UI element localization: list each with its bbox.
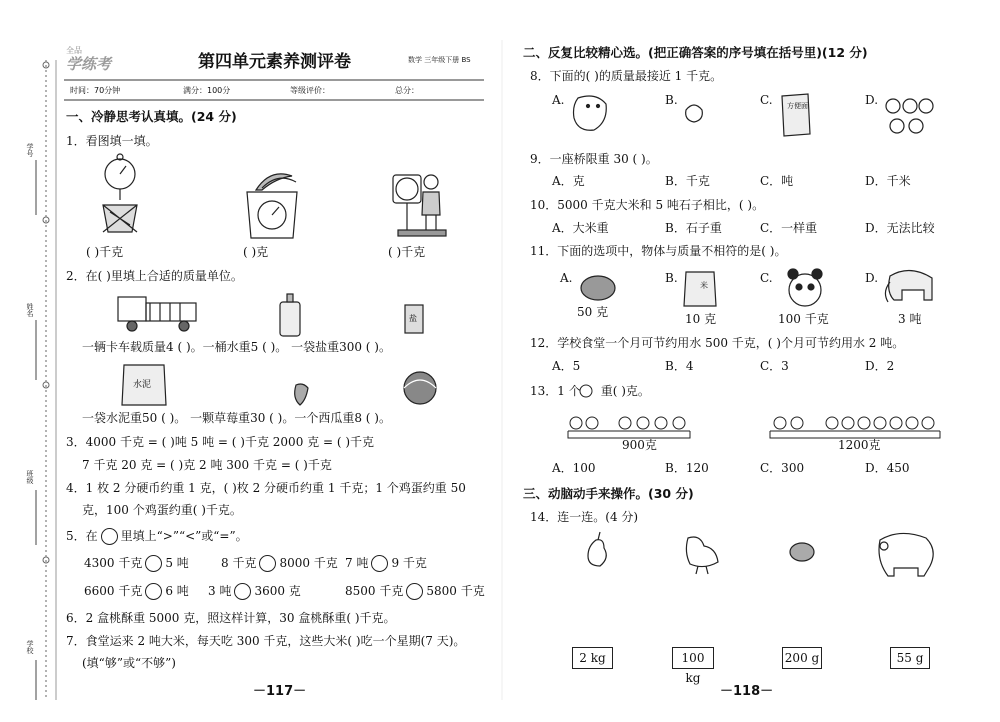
section-1-heading: 一、冷静思考认真填。(24 分): [66, 109, 237, 124]
section-2-heading: 二、反复比较精心选。(把正确答案的序号填在括号里)(12 分): [523, 45, 868, 60]
total-label: 总分：: [395, 86, 419, 95]
q2-row-2: 一袋水泥重50 ( )。 一颗草莓重30 ( )。一个西瓜重8 ( )。: [82, 411, 391, 425]
q1-blank-2[interactable]: ( )克: [243, 245, 269, 259]
q1-blank-1[interactable]: ( )千克: [86, 245, 124, 259]
q8-option-d[interactable]: D.: [865, 93, 879, 107]
page-title: 第四单元素养测评卷: [198, 52, 351, 72]
q5-item-5: 3 吨 3600 克: [208, 584, 301, 598]
q8-option-c[interactable]: C.: [760, 93, 773, 107]
noodle-pack-label: 方便面: [787, 102, 808, 110]
weight-box-100kg[interactable]: 100 kg: [672, 647, 714, 669]
q10-option-d[interactable]: D．无法比较: [865, 221, 935, 235]
salt-bag-label: 盐: [409, 314, 417, 323]
q10-option-a[interactable]: A．大米重: [552, 221, 609, 235]
q13-option-d[interactable]: D．450: [865, 461, 910, 475]
q5-item-1: 4300 千克 5 吨: [84, 556, 189, 570]
q12-option-b[interactable]: B．4: [665, 359, 694, 373]
binding-label-name: 姓名: [26, 303, 34, 317]
q9-option-a[interactable]: A．克: [552, 174, 585, 188]
q1-blank-3[interactable]: ( )千克: [388, 245, 426, 259]
q11-label-b: 10 克: [685, 312, 717, 326]
q14-prompt: 14．连一连。(4 分): [530, 510, 639, 524]
q5-prompt-tail: 里填上“>”“<”或“=”。: [120, 529, 248, 543]
q13-weight-2: 1200克: [838, 438, 881, 452]
q3-row-1: 3．4000 千克 = ( )吨 5 吨 = ( )千克 2000 克 = ( )千克: [66, 435, 375, 449]
rice-bag-label: 米: [700, 281, 708, 290]
q9-option-d[interactable]: D．千米: [865, 174, 911, 188]
q11-option-a[interactable]: A.: [560, 271, 573, 285]
q8-prompt: 8．下面的( )的质量最接近 1 千克。: [530, 69, 723, 83]
binding-label-xuehao: 学号: [26, 143, 34, 157]
q6: 6．2 盒桃酥重 5000 克，照这样计算，30 盒桃酥重( )千克。: [66, 611, 396, 625]
time-label: 时间：70分钟: [70, 86, 121, 95]
score-label: 满分：100分: [183, 86, 231, 95]
q9-option-c[interactable]: C．吨: [760, 174, 794, 188]
q10-option-b[interactable]: B．石子重: [665, 221, 722, 235]
q9-prompt: 9．一座桥限重 30 ( )。: [530, 152, 658, 166]
q13-weight-1: 900克: [622, 438, 657, 452]
q12-option-a[interactable]: A．5: [552, 359, 581, 373]
cement-bag-label: 水泥: [133, 380, 152, 390]
q4-row-2: 克，100 个鸡蛋约重( )千克。: [82, 503, 242, 517]
q12-prompt: 12．学校食堂一个月可节约用水 500 千克，( )个月可节约用水 2 吨。: [530, 336, 905, 350]
q10-option-c[interactable]: C．一样重: [760, 221, 818, 235]
q11-label-d: 3 吨: [898, 312, 922, 326]
q3-row-2: 7 千克 20 克 = ( )克 2 吨 300 千克 = ( )千克: [82, 458, 332, 472]
section-3-heading: 三、动脑动手来操作。(30 分): [523, 486, 694, 501]
q13-option-a[interactable]: A．100: [552, 461, 596, 475]
q12-option-c[interactable]: C．3: [760, 359, 789, 373]
q13-option-b[interactable]: B．120: [665, 461, 709, 475]
weight-box-2kg[interactable]: 2 kg: [572, 647, 613, 669]
q11-prompt: 11．下面的选项中，物体与质量不相符的是( )。: [530, 244, 787, 258]
q4-row-1: 4．1 枚 2 分硬币约重 1 克，( )枚 2 分硬币约重 1 千克；1 个鸡蛋约重 50: [66, 481, 466, 495]
subject-label: 数学 三年级下册 BS: [408, 56, 471, 64]
weight-box-200g[interactable]: 200 g: [782, 647, 822, 669]
q5-item-2: 8 千克 8000 千克: [221, 556, 338, 570]
q8-option-a[interactable]: A.: [552, 93, 565, 107]
logo-top: 全品: [66, 46, 82, 55]
q7-row-2: (填“够”或“不够”): [82, 656, 176, 670]
weight-box-55g[interactable]: 55 g: [890, 647, 930, 669]
q10-prompt: 10．5000 千克大米和 5 吨石子相比，( )。: [530, 198, 765, 212]
logo-main: 学练考: [66, 55, 112, 73]
q2-prompt: 2．在( )里填上合适的质量单位。: [66, 269, 243, 283]
q13-prompt: 13．1 个 重( )克。: [530, 384, 650, 398]
q11-option-c[interactable]: C.: [760, 271, 773, 285]
q2-row-1: 一辆卡车载质量4 ( )。一桶水重5 ( )。 一袋盐重300 ( )。: [82, 340, 391, 354]
grade-label: 等级评价：: [290, 86, 330, 95]
q5-item-4: 6600 千克 6 吨: [84, 584, 189, 598]
q5-item-6: 8500 千克 5800 千克: [345, 584, 485, 598]
q13-option-c[interactable]: C．300: [760, 461, 805, 475]
binding-label-school: 学校: [26, 640, 34, 654]
q12-option-d[interactable]: D．2: [865, 359, 895, 373]
q8-option-b[interactable]: B.: [665, 93, 678, 107]
q9-option-b[interactable]: B．千克: [665, 174, 710, 188]
q5-prompt-head: 5．在: [66, 529, 98, 543]
q7-row-1: 7．食堂运来 2 吨大米，每天吃 300 千克，这些大米( )吃一个星期(7 天)。: [66, 634, 466, 648]
page-number-right: －118－: [720, 684, 774, 699]
q11-label-a: 50 克: [577, 305, 609, 319]
q11-label-c: 100 千克: [778, 312, 829, 326]
q11-option-b[interactable]: B.: [665, 271, 678, 285]
binding-label-class: 班级: [26, 470, 34, 484]
q11-option-d[interactable]: D.: [865, 271, 879, 285]
page-number-left: －117－: [253, 684, 307, 699]
q1-prompt: 1．看图填一填。: [66, 134, 158, 148]
q5-item-3: 7 吨 9 千克: [345, 556, 427, 570]
